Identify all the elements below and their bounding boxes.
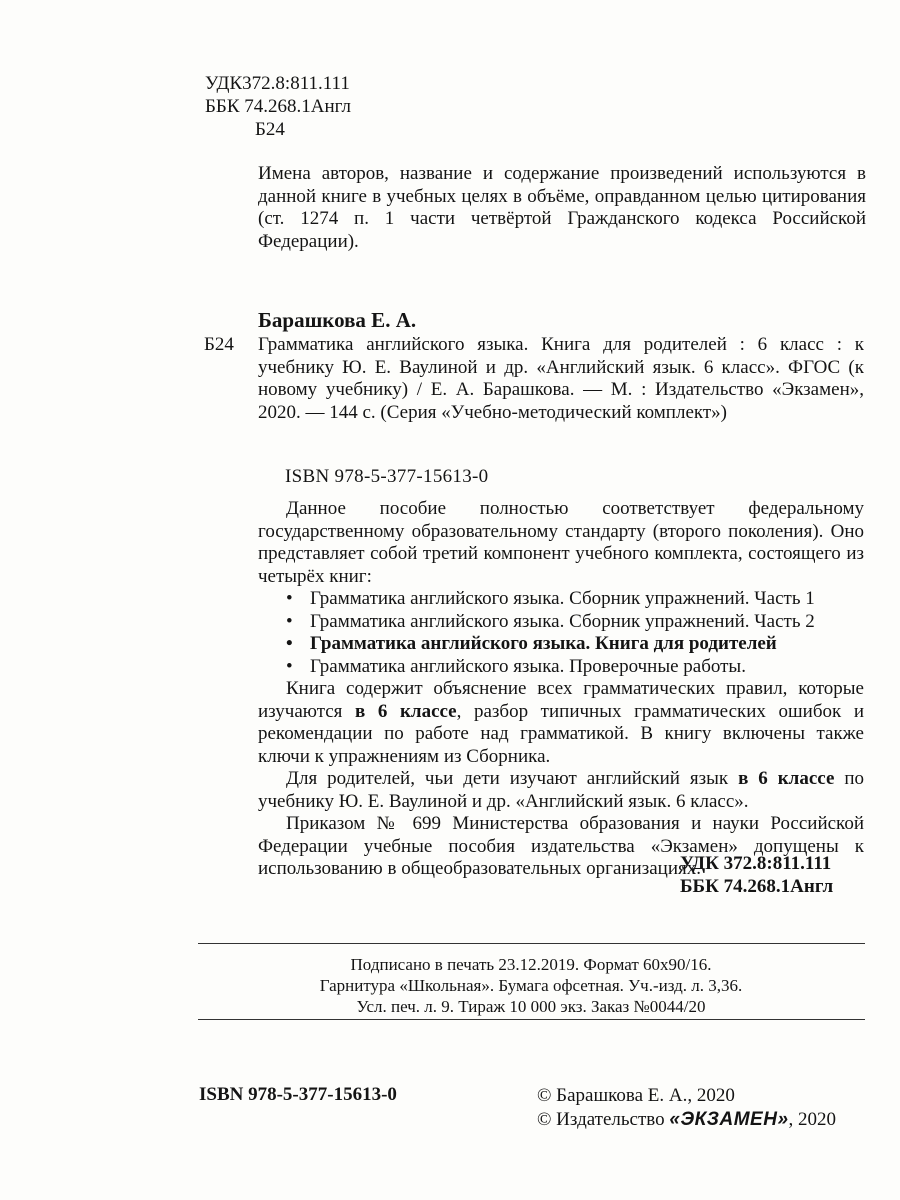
book-title: Грамматика английского языка. Книга для родителей (310, 633, 777, 654)
book-title: Грамматика английского языка. Сборник упражнений. Часть 1 (310, 588, 815, 609)
footer-isbn: ISBN 978-5-377-15613-0 (199, 1084, 397, 1105)
list-item-current (258, 633, 864, 656)
annotation-content: Книга содержит объяснение всех грамматических правил, которые изучаются в 6 классе, разбор типичных грамматических ошибок и рекомендации по работе над грамматикой. В книгу включены также ключи к упражнениям из Сборника. (258, 678, 864, 767)
udk-code: УДК372.8:811.111 (205, 73, 350, 94)
copyright-publisher: © Издательство «ЭКЗАМЕН», 2020 (537, 1109, 837, 1130)
book-title: Грамматика английского языка. Сборник упражнений. Часть 2 (310, 610, 815, 632)
bbk-code: ББК 74.268.1Англ (205, 96, 351, 117)
catalog-isbn: ISBN 978-5-377-15613-0 (285, 466, 489, 487)
bullet-icon: • (286, 588, 293, 609)
bullet-icon: • (286, 655, 293, 677)
bbk-code: ББК 74.268.1Англ (680, 876, 834, 897)
author-mark: Б24 (255, 119, 285, 140)
imprint-line: Гарнитура «Школьная». Бумага офсетная. Уч.-изд. л. 3,36. (319, 976, 743, 995)
list-item (258, 611, 864, 634)
citation-notice: Имена авторов, название и содержание произведений используются в данной книге в учебных целях в объёме, оправданном целью цитирования (ст. 1274 п. 1 части четвёртой Гражданского кодекса Российской Федерации). (258, 163, 866, 252)
classification-header (205, 72, 351, 141)
imprint-line: Усл. печ. л. 9. Тираж 10 000 экз. Заказ №0044/20 (356, 997, 706, 1016)
annotation-intro: Данное пособие полностью соответствует федеральному государственному образовательному стандарту (второго поколения). Оно представляет собой третий компонент учебного комплекта, состоящего из четырёх книг: (258, 498, 864, 587)
list-item (258, 656, 864, 679)
catalog-author-mark: Б24 (204, 334, 234, 355)
annotation-audience: Для родителей, чьи дети изучают английский язык в 6 классе по учебнику Ю. Е. Ваулиной и др. «Английский язык. 6 класс». (258, 768, 865, 812)
imprint (200, 954, 862, 1017)
imprint-line: Подписано в печать 23.12.2019. Формат 60x90/16. (350, 955, 712, 974)
annotation (258, 498, 864, 881)
divider (198, 943, 865, 944)
list-item (258, 588, 864, 611)
catalog-description: Грамматика английского языка. Книга для родителей : 6 класс : к учебнику Ю. Е. Ваулиной и др. «Английский язык. 6 класс». ФГОС (к новому учебнику) / Е. А. Барашкова. — М. : Издательство «Экзамен», 2020. — 144 с. (Серия «Учебно-методический комплект») (258, 334, 864, 423)
copyright (537, 1084, 836, 1132)
classification-footer (680, 852, 833, 898)
book-title: Грамматика английского языка. Проверочные работы. (310, 655, 746, 677)
annotation-approval: Приказом № 699 Министерства образования и науки Российской Федерации учебные пособия издательства «Экзамен» допущены к использованию в общеобразовательных организациях. (258, 813, 864, 879)
publisher-brand: «ЭКЗАМЕН» (669, 1109, 789, 1130)
book-list (258, 588, 864, 678)
bullet-icon: • (286, 633, 293, 654)
divider (198, 1019, 865, 1020)
copyright-author: © Барашкова Е. А., 2020 (537, 1085, 735, 1106)
udk-code: УДК 372.8:811.111 (680, 853, 832, 874)
bullet-icon: • (286, 610, 293, 632)
catalog-author: Барашкова Е. А. (258, 308, 417, 332)
